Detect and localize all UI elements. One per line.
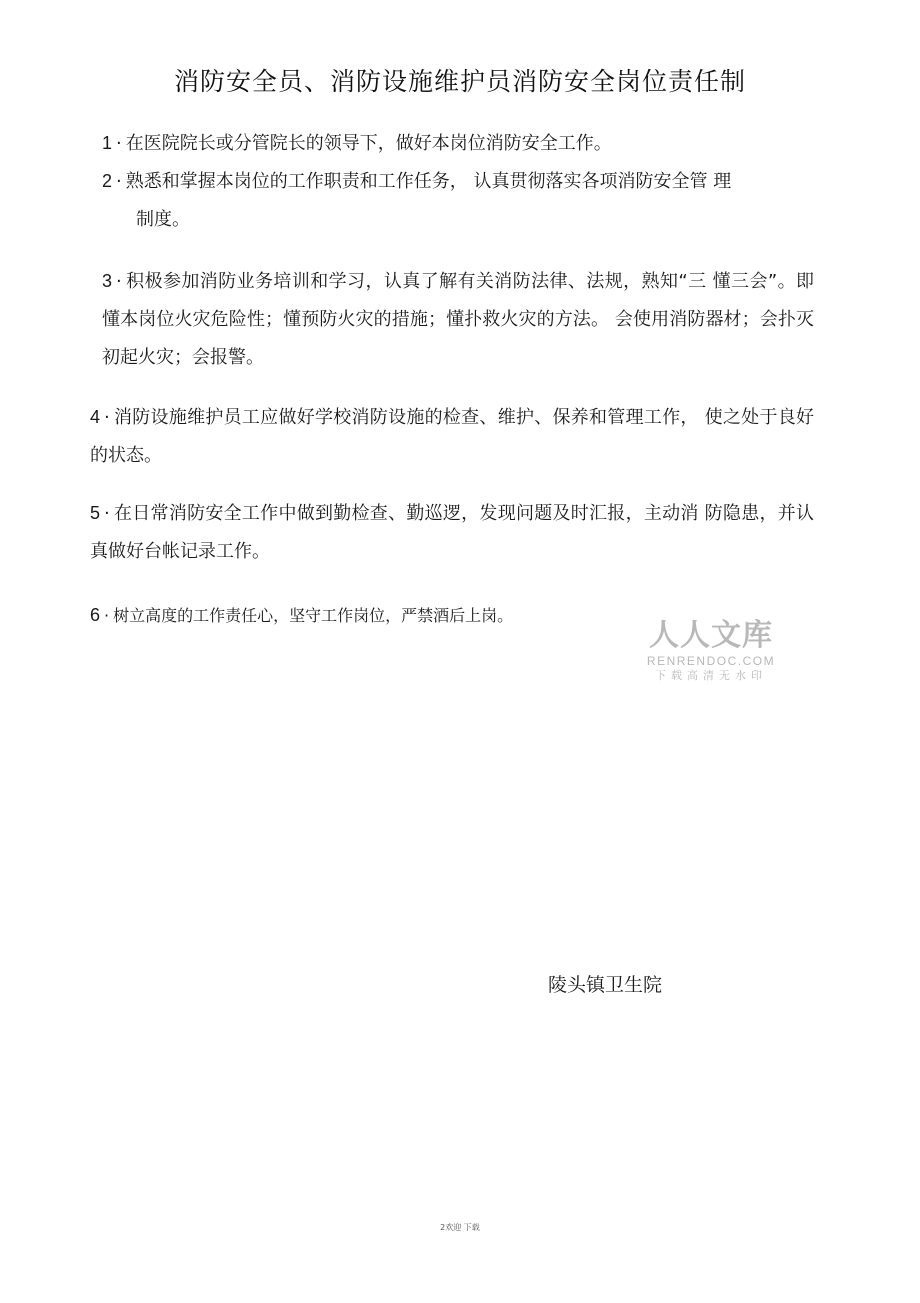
clause-number: 1 bbox=[102, 133, 113, 153]
clause-separator: · bbox=[116, 271, 122, 292]
clause-text: 消防设施维护员工应做好学校消防设施的检查、维护、保养和管理工作， 使之处于良好的状态。 bbox=[90, 407, 814, 466]
clause-2 bbox=[102, 162, 814, 239]
clause-number: 6 bbox=[90, 605, 101, 625]
clause-text: 在医院院长或分管院长的领导下，做好本岗位消防安全工作。 bbox=[125, 133, 612, 154]
clause-number: 4 bbox=[90, 407, 101, 427]
clause-text: 积极参加消防业务培训和学习，认真了解有关消防法律、法规，熟知“三 懂三会”。即懂本岗位火灾危险性；懂预防火灾的措施；懂扑救火灾的方法。 会使用消防器材；会扑灭初起火灾；会报警。 bbox=[102, 271, 814, 368]
clause-4 bbox=[90, 398, 814, 475]
clause-text: 在日常消防安全工作中做到勤检查、勤巡逻，发现问题及时汇报，主动消 防隐患，并认真做好台帐记录工作。 bbox=[90, 503, 814, 562]
clause-separator: · bbox=[104, 407, 110, 428]
signature-organization: 陵头镇卫生院 bbox=[548, 974, 663, 996]
clause-separator: · bbox=[116, 133, 122, 154]
watermark-logo bbox=[646, 618, 776, 684]
watermark-subtitle: 下载高清无水印 bbox=[655, 669, 767, 682]
clause-1 bbox=[102, 124, 822, 163]
clause-separator: · bbox=[104, 606, 110, 625]
clause-3 bbox=[102, 262, 814, 377]
watermark-url: RENRENDOC.COM bbox=[646, 654, 776, 668]
page-footer: 2欢迎 下载 bbox=[440, 1223, 480, 1232]
clause-number: 2 bbox=[102, 171, 113, 191]
clause-number: 3 bbox=[102, 271, 113, 291]
clause-text-continuation: 制度。 bbox=[136, 209, 190, 230]
clause-separator: · bbox=[116, 171, 122, 192]
clause-text: 熟悉和掌握本岗位的工作职责和工作任务， 认真贯彻落实各项消防安全管 理 bbox=[125, 171, 732, 192]
document-title: 消防安全员、消防设施维护员消防安全岗位责任制 bbox=[173, 67, 746, 96]
clause-text: 树立高度的工作责任心，坚守工作岗位，严禁酒后上岗。 bbox=[113, 606, 514, 625]
clause-number: 5 bbox=[90, 503, 101, 523]
clause-5 bbox=[90, 494, 814, 571]
clause-separator: · bbox=[104, 503, 110, 524]
watermark-title: 人人文库 bbox=[649, 618, 773, 653]
